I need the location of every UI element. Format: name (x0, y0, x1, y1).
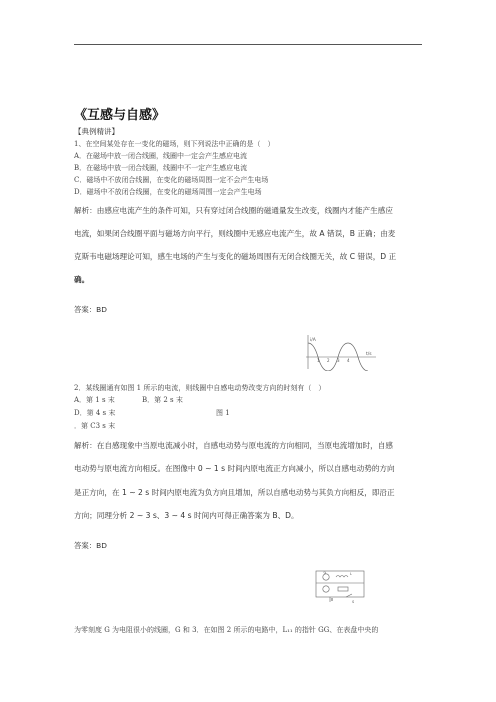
x-axis-label: t/s (366, 352, 372, 357)
q3-stem-line: 为零刻度 G 为电阻很小的线圈，G 和 3．在如图 2 所示的电路中，L₁₁ 的指针 GG、在表盘中央的 (74, 626, 379, 634)
figure-2-circuit (312, 567, 368, 605)
tick-label: 1 (317, 358, 320, 363)
galvanometer-icon (323, 586, 329, 592)
page-title: 《互感与自感》 (74, 108, 166, 123)
q2-option-c: ．第 C3 s 末 (74, 422, 116, 430)
q1-stem: 1、在空间某处存在一变化的磁场，则下列说法中正确的是（ ） (74, 140, 275, 148)
label-l: L (350, 572, 352, 576)
tick-label: 2 (327, 358, 330, 363)
q2-explanation-line: 电动势与原电流方向相反。在图像中 0 ~ 1 s 时间内原电流正方向减小，所以自感电动势的方向 (74, 464, 395, 473)
q2-explanation-line: 方向；同理分析 2 ~ 3 s、3 ~ 4 s 时间内可得正确答案为 B、D。 (74, 511, 299, 520)
q2-explanation-line: 解析：在自感现象中当原电流减小时，自感电动势与原电流的方向相同，当原电流增加时，自感 (74, 441, 393, 450)
q1-option-b: B．在磁场中放一闭合线圈，线圈中不一定产生感应电流 (74, 164, 248, 172)
section-label: 【典例精讲】 (74, 127, 119, 136)
tick-label: 3 (337, 358, 340, 363)
galvanometer-icon (323, 574, 329, 580)
q1-explanation-line: 解析：由感应电流产生的条件可知，只有穿过闭合线圈的磁通量发生改变，线圈内才能产生感应 (74, 206, 393, 215)
q1-option-a: A．在磁场中放一闭合线圈，线圈中一定会产生感应电流 (74, 152, 248, 160)
tick-label: 4 (347, 358, 350, 363)
resistor-icon (338, 587, 348, 591)
q2-explanation-line: 是正方向，在 1 ~ 2 s 时间内原电流为负方向且增加，所以自感电动势与其负方向相反，即沿正 (74, 488, 395, 497)
q2-stem: 2．某线圈通有如图 1 所示的电流，则线圈中自感电动势改变方向的时刻有（ ） (74, 384, 326, 392)
y-axis-label: i/A (310, 338, 316, 343)
q2-option-b: B．第 2 s 末 (142, 396, 183, 404)
q2-option-d: D．第 4 s 末 (74, 409, 116, 417)
q2-option-a: A．第 1 s 末 (74, 396, 115, 404)
inductor-coil-icon (336, 576, 348, 578)
label-s: S (352, 600, 355, 604)
q1-explanation-line: 确。 (74, 275, 90, 284)
switch-icon (346, 594, 352, 597)
label-g: G (323, 570, 327, 575)
figure-1-caption: 图 1 (216, 409, 230, 417)
figure-1-graph (300, 333, 380, 371)
q1-option-c: C．磁场中不放闭合线圈，在变化的磁场周围一定不会产生电场 (74, 176, 269, 184)
q1-explanation-line: 克斯韦电磁场理论可知，感生电场的产生与变化的磁场周围有无闭合线圈无关，故 C 错误，D 正 (74, 252, 397, 261)
q1-option-d: D．磁场中不放闭合线圈，在变化的磁场周围一定会产生电场 (74, 188, 262, 196)
q1-answer: 答案：BD (74, 305, 107, 314)
q1-explanation-line: 电流，如果闭合线圈平面与磁场方向平行，则线圈中无感应电流产生，故 A 错误，B 正确；由麦 (74, 229, 396, 238)
header-rule (74, 44, 422, 45)
q2-answer: 答案：BD (74, 541, 107, 550)
